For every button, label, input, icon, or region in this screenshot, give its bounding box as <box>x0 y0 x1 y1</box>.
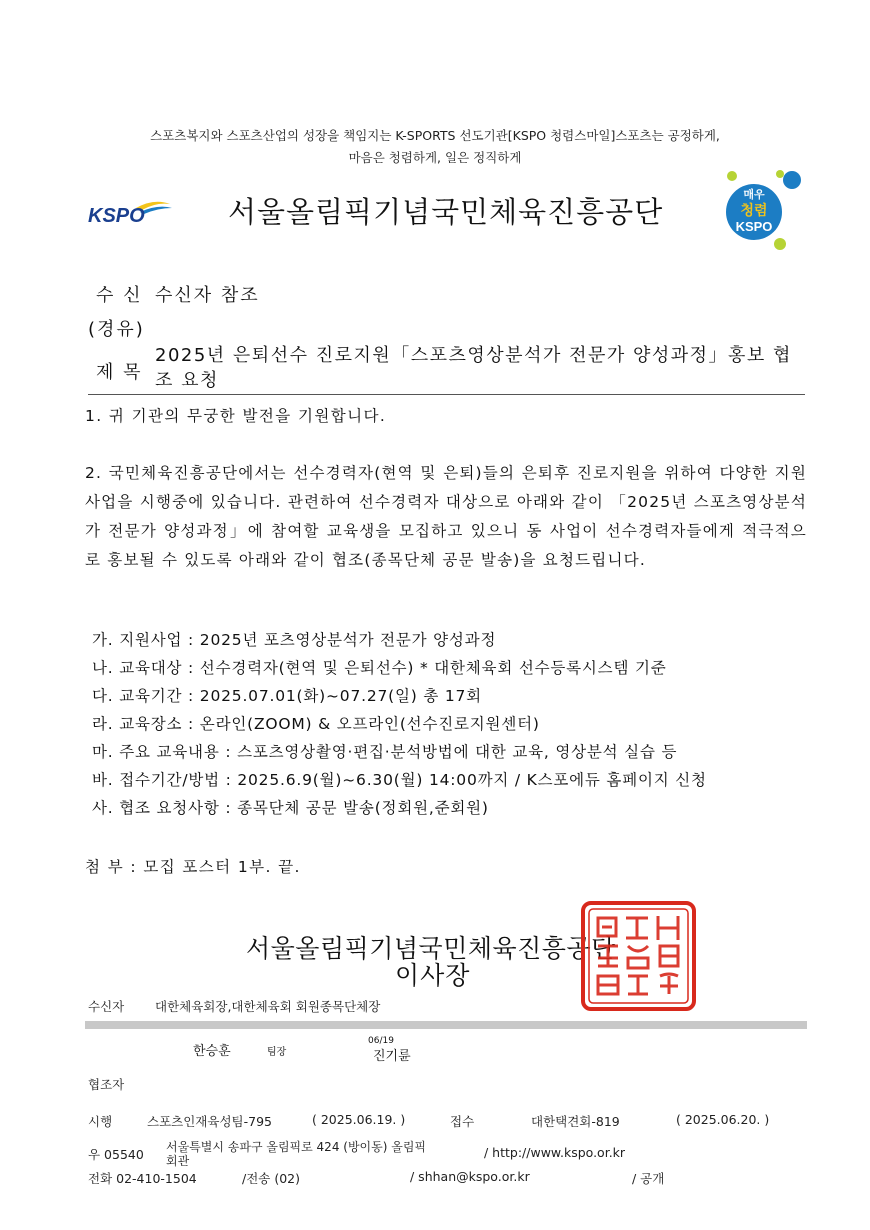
list-item: 다. 교육기간 : 2025.07.01(화)~07.27(일) 총 17회 <box>92 687 482 705</box>
recipient-label: 수 신 <box>96 285 143 306</box>
official-seal <box>580 900 697 1012</box>
paragraph-1: 1. 귀 기관의 무궁한 발전을 기원합니다. <box>85 407 387 425</box>
paragraph-2: 2. 국민체육진흥공단에서는 선수경력자(현역 및 은퇴)들의 은퇴후 진로지원을 위하여 다양한 지원사업을 시행중에 있습니다. 관련하여 선수경력자 대상으로 아래와 같이 「2025년 스포츠영상분석가 전문가 양성과정」에 참여할 교육생을 모집하고 있으니 동 사업이 선수경력자들에게 적극적으로 홍보될 수 있도록 아래와 같이 협조(종목단체 공문 발송)을 요청드립니다. <box>85 464 807 569</box>
website-link[interactable]: / http://www.kspo.or.kr <box>484 1145 626 1160</box>
disclosure-status: / 공개 <box>632 1171 665 1186</box>
kspo-logo <box>88 196 178 230</box>
via-label: (경유) <box>88 319 145 340</box>
badge-text-3: KSPO <box>735 219 773 234</box>
drafter-role: 팀장 <box>267 1047 287 1058</box>
postal-code: 우 05540 <box>88 1147 144 1162</box>
badge-text-2: 청렴 <box>740 203 768 219</box>
slogan-line-2: 마음은 청렴하게, 일은 정직하게 <box>348 150 522 165</box>
list-item: 바. 접수기간/방법 : 2025.6.9(월)~6.30(월) 14:00까지 / K스포에듀 홈페이지 신청 <box>92 771 707 789</box>
list-item: 마. 주요 교육내용 : 스포츠영상촬영·편집·분석방법에 대한 교육, 영상분석 실습 등 <box>92 743 678 761</box>
recipients-label: 수신자 <box>88 999 125 1014</box>
list-item: 사. 협조 요청사항 : 종목단체 공문 발송(정회원,준회원) <box>92 799 489 817</box>
list-item: 가. 지원사업 : 2025년 포츠영상분석가 전문가 양성과정 <box>92 631 497 649</box>
kspo-logo-text: KSPO <box>88 205 145 227</box>
attachment-note: 첨 부 : 모집 포스터 1부. 끝. <box>85 858 301 876</box>
header-divider <box>88 394 805 395</box>
org-title: 서울올림픽기념국민체육진흥공단 <box>228 195 664 229</box>
enforce-number: 스포츠인재육성팀-795 <box>147 1114 272 1129</box>
signature-org: 서울올림픽기념국민체육진흥공단 <box>246 934 616 963</box>
address-line-2: 회관 <box>166 1154 190 1168</box>
address-line-1: 서울특별시 송파구 올림픽로 424 (방이동) 올림픽 <box>166 1140 426 1154</box>
slogan-line-1: 스포츠복지와 스포츠산업의 성장을 책임지는 K-SPORTS 선도기관[KSPO 청렴스마일]스포츠는 공정하게, <box>150 128 720 143</box>
email-link[interactable]: / shhan@kspo.or.kr <box>410 1169 530 1184</box>
badge-text-1: 매우 <box>743 188 765 201</box>
recipient-value: 수신자 참조 <box>155 285 260 306</box>
list-item: 나. 교육대상 : 선수경력자(현역 및 은퇴선수) * 대한체육회 선수등록시스템 기준 <box>92 659 667 677</box>
approver-name: 진기륜 <box>373 1049 411 1064</box>
receipt-label: 접수 <box>450 1114 475 1129</box>
enforce-date: ( 2025.06.19. ) <box>312 1112 406 1127</box>
enforce-label: 시행 <box>88 1114 113 1129</box>
subject-label: 제 목 <box>96 362 143 383</box>
phone-number: 전화 02-410-1504 <box>88 1171 197 1186</box>
drafter-name: 한승훈 <box>193 1044 231 1059</box>
subject-value: 2025년 은퇴선수 진로지원「스포츠영상분석가 전문가 양성과정」홍보 협조 요청 <box>155 345 792 391</box>
footer-divider <box>85 1021 807 1029</box>
fax-number: /전송 (02) <box>242 1171 300 1186</box>
signature-title: 이사장 <box>395 961 471 990</box>
integrity-badge <box>718 168 808 258</box>
approval-date: 06/19 <box>368 1036 394 1046</box>
recipients-value: 대한체육회장,대한체육회 회원종목단체장 <box>155 999 381 1014</box>
cooperator-label: 협조자 <box>88 1077 125 1092</box>
receipt-number: 대한택견회-819 <box>531 1114 620 1129</box>
receipt-date: ( 2025.06.20. ) <box>676 1112 770 1127</box>
list-item: 라. 교육장소 : 온라인(ZOOM) & 오프라인(선수진로지원센터) <box>92 715 540 733</box>
